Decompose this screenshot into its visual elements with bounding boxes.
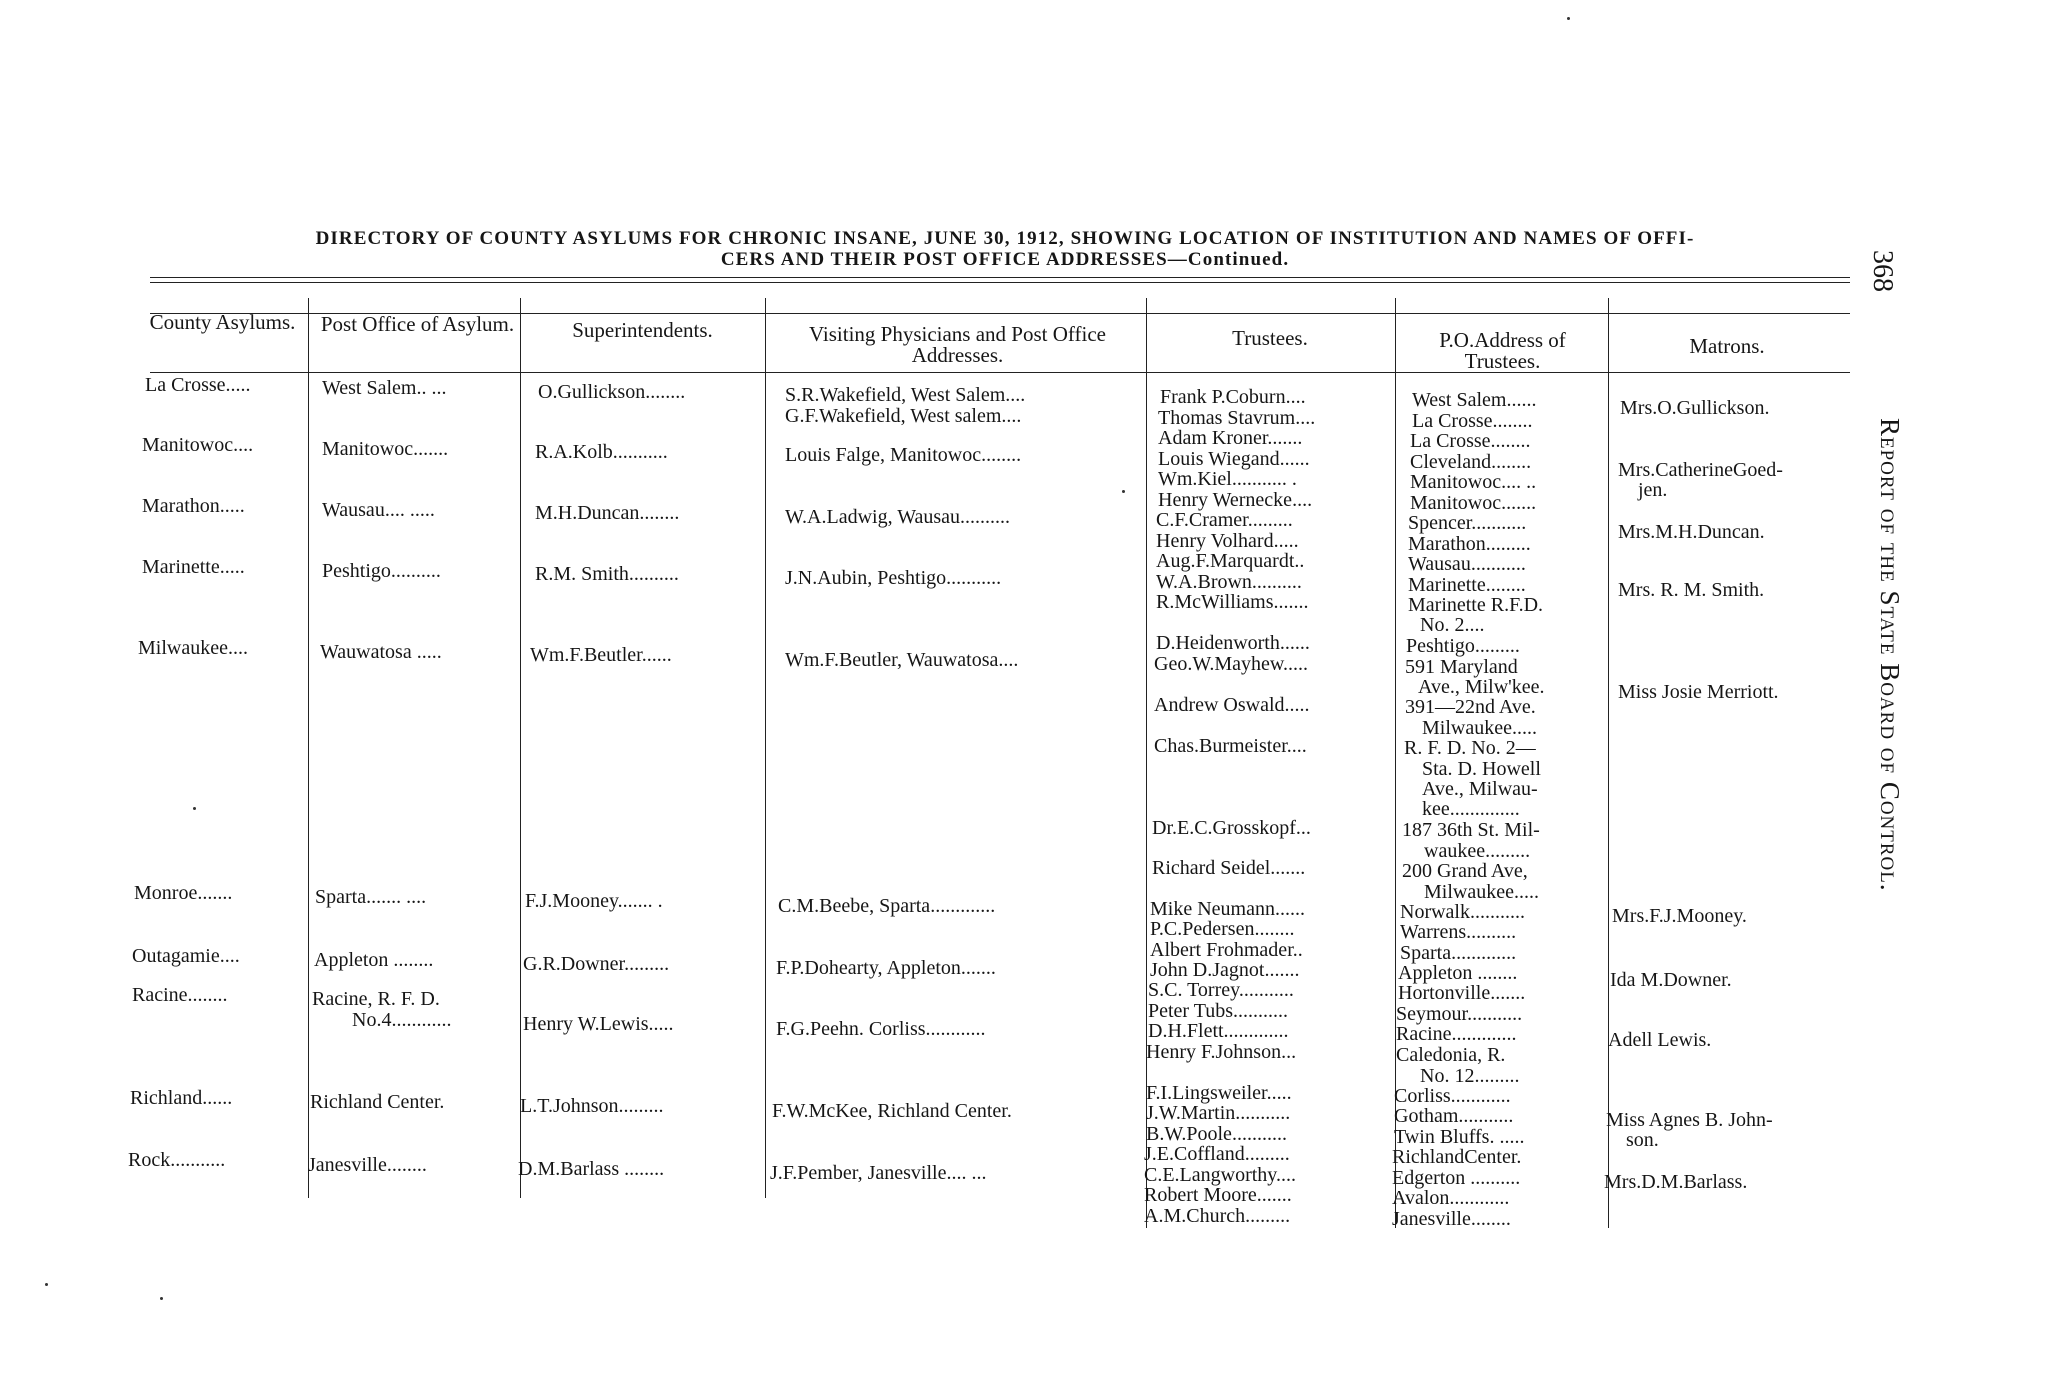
superintendent: F.J.Mooney....... . bbox=[525, 890, 663, 912]
print-speck bbox=[1122, 490, 1125, 493]
col-divider-6 bbox=[1608, 298, 1609, 1228]
superintendent: O.Gullickson........ bbox=[538, 381, 686, 403]
trustee-name: B.W.Poole........... bbox=[1146, 1123, 1287, 1145]
trustee-address: Manitowoc....... bbox=[1410, 492, 1537, 514]
trustee-address: Seymour........... bbox=[1396, 1003, 1523, 1025]
visiting-physician: F.G.Peehn. Corliss............ bbox=[776, 1018, 986, 1040]
superintendent: D.M.Barlass ........ bbox=[518, 1158, 665, 1180]
trustee-address: Edgerton .......... bbox=[1392, 1167, 1521, 1189]
trustee-address: Peshtigo......... bbox=[1406, 635, 1520, 657]
trustee-address: Hortonville....... bbox=[1398, 982, 1526, 1004]
county-name: Milwaukee.... bbox=[138, 637, 248, 659]
superintendent: G.R.Downer......... bbox=[523, 953, 670, 975]
county-name: Richland...... bbox=[130, 1087, 233, 1109]
asylum-post-office: Wauwatosa ..... bbox=[320, 641, 442, 663]
trustee-name: Thomas Stavrum.... bbox=[1158, 407, 1316, 429]
trustee-address: Ave., Milw'kee. bbox=[1418, 676, 1545, 698]
trustee-address: Sparta............. bbox=[1400, 942, 1517, 964]
asylum-post-office: Janesville........ bbox=[308, 1154, 427, 1176]
trustee-address: 200 Grand Ave, bbox=[1402, 860, 1528, 882]
asylum-post-office: Richland Center. bbox=[310, 1091, 445, 1113]
visiting-physician: W.A.Ladwig, Wausau.......... bbox=[785, 506, 1011, 528]
trustee-address: 187 36th St. Mil- bbox=[1402, 819, 1540, 841]
trustee-name: Henry Volhard..... bbox=[1156, 530, 1299, 552]
trustee-address: La Crosse........ bbox=[1412, 410, 1533, 432]
trustee-address: kee.............. bbox=[1422, 798, 1520, 820]
trustee-address: Marinette........ bbox=[1408, 574, 1526, 596]
page-title bbox=[150, 228, 1860, 270]
trustee-name: A.M.Church......... bbox=[1144, 1205, 1291, 1227]
trustee-address: R. F. D. No. 2— bbox=[1404, 737, 1536, 759]
top-rule bbox=[150, 277, 1850, 278]
trustee-name: C.F.Cramer......... bbox=[1156, 509, 1293, 531]
trustee-address: La Crosse........ bbox=[1410, 430, 1531, 452]
trustee-name: J.W.Martin........... bbox=[1146, 1102, 1291, 1124]
visiting-physician: Louis Falge, Manitowoc........ bbox=[785, 444, 1022, 466]
trustee-address: Milwaukee..... bbox=[1424, 881, 1539, 903]
col-divider-2 bbox=[520, 298, 521, 1198]
header-county: County Asylums. bbox=[149, 310, 296, 334]
trustee-address: West Salem...... bbox=[1412, 389, 1537, 411]
trustee-address: Manitowoc.... .. bbox=[1410, 471, 1537, 493]
trustee-address: Twin Bluffs. ..... bbox=[1394, 1126, 1525, 1148]
visiting-physician: S.R.Wakefield, West Salem.... bbox=[785, 384, 1026, 406]
top-rule-double bbox=[150, 282, 1850, 283]
trustee-address: Racine............. bbox=[1396, 1023, 1517, 1045]
visiting-physician: C.M.Beebe, Sparta............. bbox=[778, 895, 996, 917]
col-divider-3 bbox=[765, 298, 766, 1198]
matron: Mrs.F.J.Mooney. bbox=[1612, 905, 1747, 927]
trustee-address: Marinette R.F.D. bbox=[1408, 594, 1544, 616]
header-physicians: Visiting Physicians and Post Office Addresses. bbox=[808, 322, 1106, 367]
matron: jen. bbox=[1638, 479, 1668, 501]
trustee-name: Albert Frohmader.. bbox=[1150, 939, 1303, 961]
trustee-address: Sta. D. Howell bbox=[1422, 758, 1541, 780]
header-superintendents: Superintendents. bbox=[572, 318, 713, 342]
county-name: Marinette..... bbox=[142, 556, 245, 578]
visiting-physician: F.W.McKee, Richland Center. bbox=[772, 1100, 1012, 1122]
trustee-name: R.McWilliams....... bbox=[1156, 591, 1309, 613]
superintendent: M.H.Duncan........ bbox=[535, 502, 680, 524]
superintendent: R.A.Kolb........... bbox=[535, 441, 668, 463]
col-divider-1 bbox=[308, 298, 309, 1198]
trustee-name: Aug.F.Marquardt.. bbox=[1156, 550, 1305, 572]
county-name: Manitowoc.... bbox=[142, 434, 254, 456]
visiting-physician: F.P.Dohearty, Appleton....... bbox=[776, 957, 996, 979]
trustee-name: Robert Moore....... bbox=[1144, 1184, 1292, 1206]
trustee-name: Wm.Kiel........... . bbox=[1158, 468, 1297, 490]
visiting-physician: J.N.Aubin, Peshtigo........... bbox=[785, 567, 1002, 589]
trustee-address: waukee......... bbox=[1424, 840, 1531, 862]
matron: Mrs.CatherineGoed- bbox=[1618, 459, 1783, 481]
trustee-address: Warrens.......... bbox=[1400, 921, 1517, 943]
header-post-office: Post Office of Asylum. bbox=[320, 312, 515, 336]
trustee-address: Wausau........... bbox=[1408, 553, 1526, 575]
trustee-name: Louis Wiegand...... bbox=[1158, 448, 1310, 470]
visiting-physician: Wm.F.Beutler, Wauwatosa.... bbox=[785, 649, 1019, 671]
asylum-post-office: Manitowoc....... bbox=[322, 438, 449, 460]
trustee-name: Peter Tubs........... bbox=[1148, 1000, 1289, 1022]
matron: Mrs. R. M. Smith. bbox=[1618, 579, 1765, 601]
trustee-address: Marathon......... bbox=[1408, 533, 1531, 555]
asylum-post-office: Racine, R. F. D. bbox=[312, 988, 440, 1010]
visiting-physician: G.F.Wakefield, West salem.... bbox=[785, 405, 1022, 427]
trustee-address: Appleton ........ bbox=[1398, 962, 1518, 984]
asylum-post-office: West Salem.. ... bbox=[322, 377, 447, 399]
matron: Ida M.Downer. bbox=[1610, 969, 1732, 991]
trustee-address: Spencer........... bbox=[1408, 512, 1527, 534]
trustee-name: D.Heidenworth...... bbox=[1156, 632, 1310, 654]
superintendent: L.T.Johnson......... bbox=[520, 1095, 664, 1117]
print-speck bbox=[1567, 17, 1570, 20]
asylum-post-office: Peshtigo.......... bbox=[322, 560, 441, 582]
trustee-name: F.I.Lingsweiler..... bbox=[1146, 1082, 1292, 1104]
superintendent: Wm.F.Beutler...... bbox=[530, 644, 672, 666]
trustee-name: Andrew Oswald..... bbox=[1154, 694, 1310, 716]
superintendent: R.M. Smith.......... bbox=[535, 563, 679, 585]
trustee-address: Ave., Milwau- bbox=[1422, 778, 1538, 800]
trustee-address: Caledonia, R. bbox=[1396, 1044, 1506, 1066]
header-trustees: Trustees. bbox=[1232, 326, 1308, 350]
asylum-post-office: Appleton ........ bbox=[314, 949, 434, 971]
county-name: Rock........... bbox=[128, 1149, 226, 1171]
trustee-name: W.A.Brown.......... bbox=[1156, 571, 1302, 593]
trustee-name: Henry Wernecke.... bbox=[1158, 489, 1313, 511]
trustee-name: D.H.Flett............. bbox=[1148, 1020, 1289, 1042]
trustee-name: Richard Seidel....... bbox=[1152, 857, 1306, 879]
trustee-address: Janesville........ bbox=[1392, 1208, 1511, 1230]
trustee-name: Frank P.Coburn.... bbox=[1160, 386, 1306, 408]
trustee-name: Mike Neumann...... bbox=[1150, 898, 1305, 920]
asylum-post-office: Wausau.... ..... bbox=[322, 499, 435, 521]
header-po-address: P.O.Address of Trustees. bbox=[1439, 328, 1566, 373]
running-head: Report of the State Board of Control. bbox=[1875, 418, 1905, 892]
title-line-1: DIRECTORY OF COUNTY ASYLUMS FOR CHRONIC INSANE, JUNE 30, 1912, SHOWING LOCATION OF INSTITUTION AND NAMES OF OFFI- bbox=[315, 228, 1695, 249]
trustee-address: Cleveland........ bbox=[1410, 451, 1532, 473]
trustee-address: No. 12......... bbox=[1420, 1065, 1520, 1087]
header-matrons: Matrons. bbox=[1689, 334, 1765, 358]
trustee-name: Adam Kroner....... bbox=[1158, 427, 1303, 449]
county-name: Marathon..... bbox=[142, 495, 245, 517]
trustee-address: Corliss............ bbox=[1394, 1085, 1511, 1107]
trustee-name: P.C.Pedersen........ bbox=[1150, 918, 1295, 940]
matron: Mrs.D.M.Barlass. bbox=[1604, 1171, 1748, 1193]
county-name: Monroe....... bbox=[134, 882, 233, 904]
matron: son. bbox=[1626, 1129, 1659, 1151]
trustee-name: Dr.E.C.Grosskopf... bbox=[1152, 817, 1311, 839]
trustee-address: Norwalk........... bbox=[1400, 901, 1525, 923]
print-speck bbox=[160, 1297, 163, 1300]
visiting-physician: J.F.Pember, Janesville.... ... bbox=[770, 1162, 987, 1184]
trustee-address: No. 2.... bbox=[1420, 614, 1485, 636]
county-name: La Crosse..... bbox=[145, 374, 251, 396]
matron: Miss Josie Merriott. bbox=[1618, 681, 1779, 703]
print-speck bbox=[45, 1283, 48, 1286]
print-speck bbox=[193, 807, 196, 810]
trustee-address: 391—22nd Ave. bbox=[1405, 696, 1536, 718]
trustee-name: C.E.Langworthy.... bbox=[1144, 1164, 1297, 1186]
trustee-name: Henry F.Johnson... bbox=[1146, 1041, 1297, 1063]
trustee-name: S.C. Torrey........... bbox=[1148, 979, 1294, 1001]
trustee-address: Milwaukee..... bbox=[1422, 717, 1537, 739]
trustee-address: RichlandCenter. bbox=[1392, 1146, 1522, 1168]
county-name: Outagamie.... bbox=[132, 945, 240, 967]
trustee-address: 591 Maryland bbox=[1405, 656, 1518, 678]
matron: Miss Agnes B. John- bbox=[1606, 1109, 1773, 1131]
page-number: 368 bbox=[1867, 250, 1898, 292]
matron: Mrs.O.Gullickson. bbox=[1620, 397, 1770, 419]
asylum-post-office: Sparta....... .... bbox=[315, 886, 427, 908]
matron: Mrs.M.H.Duncan. bbox=[1618, 521, 1765, 543]
trustee-name: Geo.W.Mayhew..... bbox=[1154, 653, 1309, 675]
trustee-address: Avalon............ bbox=[1392, 1187, 1510, 1209]
trustee-name: J.E.Coffland......... bbox=[1144, 1143, 1290, 1165]
trustee-name: Chas.Burmeister.... bbox=[1154, 735, 1307, 757]
superintendent: Henry W.Lewis..... bbox=[523, 1013, 674, 1035]
title-line-2: CERS AND THEIR POST OFFICE ADDRESSES—Continued. bbox=[720, 249, 1290, 270]
matron: Adell Lewis. bbox=[1608, 1029, 1712, 1051]
trustee-address: Gotham........... bbox=[1394, 1105, 1514, 1127]
county-name: Racine........ bbox=[132, 984, 228, 1006]
header-rule-bottom bbox=[150, 372, 1850, 373]
trustee-name: John D.Jagnot....... bbox=[1150, 959, 1300, 981]
asylum-post-office: No.4............ bbox=[352, 1009, 452, 1031]
